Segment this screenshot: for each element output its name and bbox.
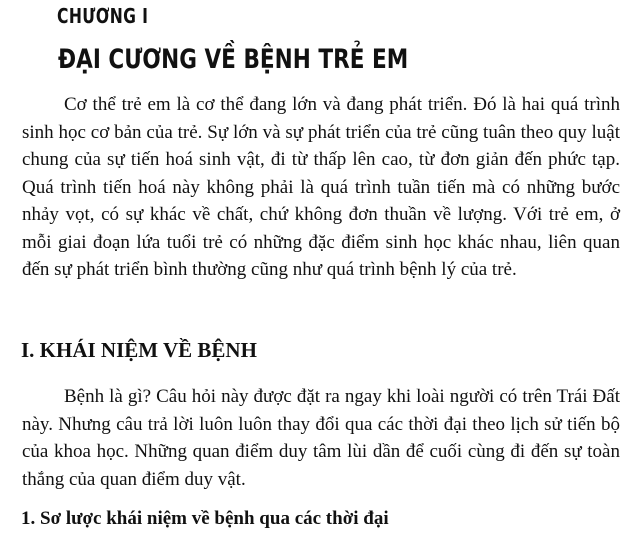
subsection-heading: 1. Sơ lược khái niệm về bệnh qua các thời đại — [21, 508, 389, 529]
chapter-title: ĐẠI CƯƠNG VỀ BỆNH TRẺ EM — [58, 44, 409, 75]
section-paragraph: Bệnh là gì? Câu hỏi này được đặt ra ngay khi loài người có trên Trái Đất này. Nhưng câu trả lời luôn luôn thay đổi qua các thời đại theo lịch sử tiến bộ của khoa học. Những quan điểm duy tâm lùi dần để cuối cùng đi đến sự toàn thắng của quan điểm duy vật. — [22, 386, 620, 490]
chapter-label: CHƯƠNG I — [57, 4, 149, 28]
intro-paragraph: Cơ thể trẻ em là cơ thể đang lớn và đang phát triển. Đó là hai quá trình sinh học cơ bản của trẻ. Sự lớn và sự phát triển của trẻ cũng tuân theo quy luật chung của sự tiến hoá sinh vật, đi từ thấp lên cao, từ đơn giản đến phức tạp. Quá trình tiến hoá này không phải là quá trình tuần tiến mà có những bước nhảy vọt, có sự khác về chất, chứ không đơn thuần về lượng. Với trẻ em, ở mỗi giai đoạn lứa tuổi trẻ có những đặc điểm sinh học khác nhau, liên quan đến sự phát triển bình thường cũng như quá trình bệnh lý của trẻ. — [22, 94, 620, 280]
section-heading: I. KHÁI NIỆM VỀ BỆNH — [21, 338, 257, 362]
